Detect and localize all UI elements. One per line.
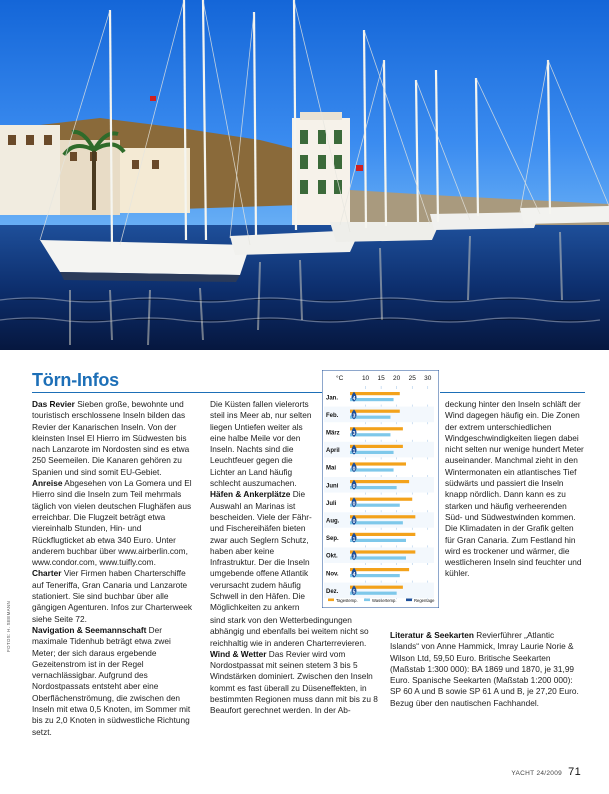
legend-swatch	[328, 599, 334, 602]
label-navigation: Navigation & Seemannschaft	[32, 624, 147, 635]
row-band	[324, 459, 434, 475]
tagestemp-bar	[350, 462, 406, 465]
tagestemp-bar	[350, 586, 403, 589]
rain-days-label: 1	[352, 536, 356, 543]
x-tick-label: 25	[408, 375, 416, 382]
row-band	[324, 407, 434, 423]
month-label: Sep.	[326, 536, 339, 543]
column-3	[445, 399, 585, 580]
row-band	[324, 442, 434, 458]
text-charter: Vier Firmen haben Charterschiffe auf Teneriffa, Gran Canaria und Lanzarote stationiert. Sie sind buchbar über alle gängigen Agenturen. Infos zur Charterweek siehe Seite 72.	[32, 568, 193, 624]
rain-days-label: 3	[352, 413, 356, 420]
text-ankern: sind stark von den Wetterbedingungen abhängig und ebenfalls bei weitem nicht so reichhaltig wie in anderen Charterrevieren.	[210, 615, 369, 648]
label-anreise: Anreise	[32, 478, 63, 489]
wassertemp-bar	[350, 486, 397, 489]
month-label: Dez.	[326, 588, 339, 595]
paragraph-anreise	[32, 478, 194, 568]
rain-days-label: 4	[352, 572, 356, 578]
wassertemp-bar	[350, 556, 406, 559]
page-footer	[511, 766, 581, 778]
month-label: Nov.	[326, 571, 339, 578]
x-tick-label: 30	[424, 375, 432, 382]
row-band	[324, 495, 434, 511]
title-divider	[32, 392, 322, 393]
row-band	[324, 477, 434, 493]
row-band	[324, 565, 434, 581]
tagestemp-bar	[350, 480, 409, 483]
tagestemp-bar	[350, 410, 400, 413]
rain-days-label: 0	[352, 466, 356, 473]
text-revier: Sieben große, bewohnte und touristisch erschlossene Inseln bilden das Revier der Kanarischen Inseln. Von der kleinsten Insel El Hierro im Südwesten bis nach Lanzarote im Nordosten sind es etwa 250 Seemeilen. Die Kanaren gehören zu Spanien und sind somit EU-Gebiet.	[32, 399, 190, 477]
legend-swatch	[364, 599, 370, 602]
tagestemp-bar	[350, 550, 415, 553]
paragraph-wind	[210, 649, 380, 717]
row-band	[324, 583, 434, 599]
wassertemp-bar	[350, 589, 397, 596]
rain-days-label: 0	[352, 484, 356, 490]
column-3-continued	[390, 630, 585, 709]
tagestemp-bar	[350, 533, 415, 536]
month-label: Mai	[326, 465, 337, 472]
page-number: 71	[568, 766, 581, 778]
x-tick-label: 10	[361, 375, 370, 382]
row-band	[324, 512, 434, 528]
rain-days-label: 0	[352, 501, 356, 508]
paragraph-literatur	[390, 630, 585, 709]
tagestemp-bar	[350, 445, 403, 448]
column-1	[32, 399, 194, 738]
rain-days-label: 3	[352, 431, 356, 438]
text-kuesten: Die Küsten fallen vielerorts steil ins Meer ab, nur selten liegen Untiefen weiter als eine halbe Meile vor den Inseln. Nachts sind die Leuchtfeuer gegen die Lichter an Land häufig schlecht auszumachen.	[210, 399, 312, 489]
paragraph-ankern	[210, 615, 380, 649]
month-label: Juni	[326, 483, 339, 490]
issue-number: 24/2009	[536, 770, 563, 777]
rain-days-label: 0	[352, 519, 356, 526]
rain-days-label: 4	[352, 396, 356, 402]
paragraph-kuesten	[210, 399, 315, 489]
rain-days-label: 1	[352, 448, 356, 455]
wassertemp-bar	[350, 448, 394, 455]
tagestemp-bar	[350, 427, 403, 430]
climate-chart	[322, 370, 439, 608]
text-wind: Das Revier wird vom Nordostpassat mit seinen stetem 3 bis 5 Windstärken dominiert. Zwischen den Inseln kommt es fast überall zu Düseneffekten, in bestimmten Regionen muss dann mit bis zu 8 Beaufort gerechnet werden. In der Ab-	[210, 648, 378, 716]
label-wind: Wind & Wetter	[210, 648, 267, 659]
harbor-photo	[0, 0, 609, 350]
label-charter: Charter	[32, 568, 62, 579]
month-label: März	[326, 430, 340, 437]
label-revier: Das Revier	[32, 399, 75, 409]
label-haefen: Häfen & Ankerplätze	[210, 489, 291, 500]
paragraph-abdeckung	[445, 399, 585, 580]
legend-label: Regentage	[414, 598, 435, 603]
month-label: Feb.	[326, 412, 339, 419]
tagestemp-bar	[350, 498, 412, 501]
rain-days-label: 3	[352, 554, 356, 561]
legend-label: Tagestemp.	[336, 598, 358, 603]
month-label: Aug.	[326, 518, 340, 525]
month-label: April	[326, 448, 340, 455]
text-abdeckung: deckung hinter den Inseln schläft der Wind dagegen häufig ein. Die Zonen der extrem unterschiedlichen Windgeschwindigkeiten liegen dabei nicht selten nur wenige hundert Meter auseinander. Manchmal zieht in den Wintermonaten ein atlantisches Tief südwärts und passiert die Inseln knapp nördlich. Dann kann es zu starken und häufig verheerenden Süd- und Südwestwinden kommen. Die Klimadaten in der Grafik gelten für Gran Canaria. Zum Festland hin wird es trockener und wärmer, die westlicheren Inseln sind feuchter und kühler.	[445, 399, 584, 579]
paragraph-haefen	[210, 489, 315, 613]
photo-credit: FOTOS: H. SEEMANN	[6, 600, 11, 652]
wassertemp-bar	[350, 536, 406, 543]
text-haefen: Die Auswahl an Marinas ist bescheiden. Viele der Fähr- und Fischereihäfen bieten zwar auch Seglern Schutz, haben aber keine Infrastruktur. Der die Inseln umgebende offene Atlantik verursacht zudem häufig Schwell in den Häfen. Die Möglichkeiten zu ankern	[210, 489, 312, 613]
wassertemp-bar	[350, 574, 400, 577]
title-divider-right	[440, 392, 585, 393]
tagestemp-bar	[350, 515, 415, 518]
month-label: Okt.	[326, 553, 338, 560]
climate-chart-svg	[322, 370, 439, 608]
wassertemp-bar	[350, 501, 400, 508]
tagestemp-bar	[350, 568, 409, 571]
harbor-illustration	[0, 0, 609, 350]
section-title: Törn-Infos	[32, 370, 119, 390]
text-navigation: Der maximale Tidenhub beträgt etwa zwei Meter; der sich daraus ergebende Gezeitenstrom ist in der Regel vernachlässigbar. Aufgrund des Nordostpassats entsteht aber eine Oberflächenströmung, die zwischen den Inseln mit etwa 0,5 Knoten, im Sommer mit bis zu 2,0 Knoten in südwestliche Richtung setzt.	[32, 624, 191, 737]
paragraph-charter	[32, 568, 194, 624]
x-tick-label: 20	[393, 375, 401, 382]
month-label: Jan.	[326, 395, 339, 402]
label-literatur: Literatur & Seekarten	[390, 630, 474, 640]
legend-label: Wassertemp.	[372, 598, 397, 603]
paragraph-navigation	[32, 625, 194, 738]
column-2-continued	[210, 615, 380, 717]
x-tick-label: 15	[377, 375, 385, 382]
rain-days-label: 5	[352, 589, 356, 596]
magazine-name: YACHT	[511, 770, 535, 777]
text-anreise: Abgesehen von La Gomera und El Hierro sind die Inseln zum Teil mehrmals täglich von vielen deutschen Flughäfen aus erreichbar. Die Flugzeit beträgt etwa viereinhalb Stunden, Hin- und Rückflugticket ab etwa 340 Euro. Unter anderem buchbar über www.airberlin.com, www.condor.com, www.tuifly.com.	[32, 478, 192, 568]
wassertemp-bar	[350, 468, 394, 471]
legend-swatch	[406, 599, 412, 602]
row-band	[324, 530, 434, 546]
tagestemp-bar	[350, 392, 400, 395]
paragraph-revier	[32, 399, 194, 478]
row-band	[324, 547, 434, 563]
wassertemp-bar	[350, 398, 394, 401]
text-literatur: Revierführer „Atlantic Islands“ von Anne Hammick, Imray Laurie Norie & Wilson Ltd, 59,50 Euro. Britische Seekarten (Maßstab 1:300 000): BA 1869 und 1870, je 31,99 Euro. Spanische Seekarten (Maßstab 1:200 000): SP 60 A und B sowie SP 61 A und B, je 27,20 Euro. Bezug über den nautischen Fachhandel.	[390, 630, 579, 708]
row-band	[324, 424, 434, 440]
chart-unit-label: °C	[336, 375, 344, 382]
row-band	[324, 389, 434, 405]
wassertemp-bar	[350, 521, 403, 524]
column-2	[210, 399, 315, 614]
month-label: Juli	[326, 500, 337, 507]
